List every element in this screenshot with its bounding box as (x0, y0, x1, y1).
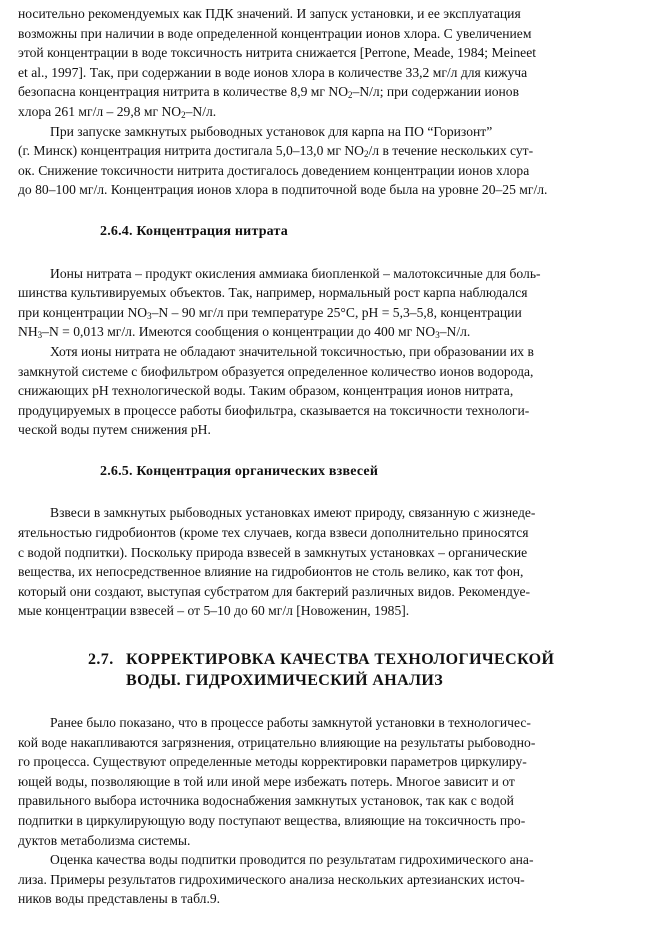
text-line: ятельностью гидробионтов (кроме тех случаев, когда взвеси дополнительно приносятся (18, 525, 529, 541)
chapter-number: 2.7. (88, 651, 114, 669)
text-span: при концентрации NO (18, 304, 148, 320)
subscript: 3 (435, 330, 440, 341)
paragraph-nitrate-ions (18, 264, 643, 342)
text-line: Оценка качества воды подпитки проводится по результатам гидрохимического ана- (50, 852, 534, 868)
text-span: NH (18, 324, 38, 340)
text-line: При запуске замкнутых рыбоводных установок для карпа на ПО “Горизонт” (50, 123, 493, 139)
text-line: лиза. Примеры результатов гидрохимического анализа нескольких артезианских источ- (18, 871, 525, 887)
section-heading-2-6-5: 2.6.5. Концентрация органических взвесей (100, 463, 379, 479)
text-line: ок. Снижение токсичности нитрита достигалось доведением концентрации ионов хлора (18, 162, 530, 178)
text-line: продуцируемых в процессе работы биофильтра, сказывается на токсичности технологи- (18, 402, 530, 418)
text-line: et al., 1997]. Так, при содержании в воде ионов хлора в количестве 33,2 мг/л для кижуча (18, 64, 528, 80)
text-line: до 80–100 мг/л. Концентрация ионов хлора в подпиточной воде была на уровне 20–25 мг/л. (18, 182, 548, 198)
text-span: –N = 0,013 мг/л. Имеются сообщения о концентрации до 400 мг NO (42, 324, 436, 340)
text-span: хлора 261 мг/л – 29,8 мг NO (18, 103, 182, 119)
text-span: (г. Минск) концентрация нитрита достигала 5,0–13,0 мг NO (18, 143, 364, 159)
text-line: с водой подпитки). Поскольку природа взвесей в замкнутых установках – органические (18, 544, 528, 560)
paragraph-suspended-solids (18, 503, 643, 621)
section-heading-2-6-4: 2.6.4. Концентрация нитрата (100, 223, 288, 239)
subscript: 3 (147, 310, 152, 321)
text-line: ческой воды путем снижения pH. (18, 422, 211, 438)
text-line: Ионы нитрата – продукт окисления аммиака биопленкой – малотоксичные для боль- (50, 265, 541, 281)
paragraph-water-analysis (18, 850, 643, 909)
paragraph-water-correction (18, 713, 643, 850)
text-span: –N/л; при содержании ионов (352, 84, 520, 100)
text-line (18, 322, 643, 342)
paragraph-nitrate-ph (18, 342, 643, 440)
text-line: ющей воды, позволяющие в той или иной мере избежать потерь. Многое зависит и от (18, 773, 515, 789)
subscript: 2 (363, 149, 369, 160)
text-line: подпитки в циркулирующую воду поступают вещества, влияющие на токсичность про- (18, 813, 526, 828)
text-line (18, 303, 643, 323)
text-line: шинства культивируемых объектов. Так, например, нормальный рост карпа наблюдался (18, 285, 528, 301)
text-line: правильного выбора источника водоснабжения замкнутых установок, так как с водой (18, 793, 514, 809)
text-line: Взвеси в замкнутых рыбоводных установках имеют природу, связанную с жизнеде- (50, 505, 536, 521)
chapter-title-line-2: ВОДЫ. ГИДРОХИМИЧЕСКИЙ АНАЛИЗ (126, 672, 444, 690)
text-span: безопасна концентрация нитрита в количестве 8,9 мг NO (18, 84, 349, 100)
text-line: го процесса. Существуют определенные методы корректировки параметров циркулиру- (18, 754, 527, 770)
text-line: замкнутой системе с биофильтром образуется определенное количество ионов водорода, (18, 363, 534, 379)
chapter-heading-line (18, 649, 643, 670)
text-line: мые концентрации взвесей – от 5–10 до 60 мг/л [Новоженин, 1985]. (18, 603, 410, 619)
text-line: носительно рекомендуемых как ПДК значений. И запуск установки, и ее эксплуатация (18, 6, 521, 21)
text-span: –N/л. (185, 103, 217, 119)
text-line: снижающих pH технологической воды. Таким образом, концентрация ионов нитрата, (18, 383, 514, 399)
text-line: Ранее было показано, что в процессе работы замкнутой установки в технологичес- (50, 715, 531, 731)
text-span: –N/л. (439, 324, 471, 340)
text-line: дуктов метаболизма системы. (18, 832, 191, 848)
text-line: Хотя ионы нитрата не обладают значительной токсичностью, при образовании их в (50, 343, 534, 359)
text-line (18, 141, 643, 161)
chapter-heading-2-7 (18, 649, 643, 691)
subscript: 3 (37, 330, 43, 341)
text-line (18, 82, 643, 102)
text-line: вещества, их непосредственное влияние на гидробионтов не столь велико, как тот фон, (18, 564, 524, 580)
chapter-heading-line (18, 670, 643, 691)
text-span: –N – 90 мг/л при температуре 25°С, pH = 5,3–5,8, концентрации (151, 304, 522, 320)
text-line: этой концентрации в воде токсичность нитрита снижается [Perrone, Meade, 1984; Meineet (18, 45, 537, 61)
text-line: который они создают, выступая субстратом для бактерий различных видов. Рекомендуе- (18, 583, 531, 599)
subscript: 2 (181, 109, 186, 120)
chapter-title-line-1: КОРРЕКТИРОВКА КАЧЕСТВА ТЕХНОЛОГИЧЕСКОЙ (126, 651, 555, 669)
text-line (18, 102, 643, 122)
paragraph-carp-startup (18, 122, 643, 200)
text-line: ников воды представлены в табл.9. (18, 891, 221, 907)
subscript: 2 (348, 90, 353, 101)
paragraph-nitrite-chloride (18, 4, 643, 122)
text-span: /л в течение нескольких сут- (368, 143, 534, 159)
text-line: кой воде накапливаются загрязнения, отрицательно влияющие на результаты рыбоводно- (18, 734, 536, 750)
text-line: возможны при наличии в воде определенной концентрации ионов хлора. С увеличением (18, 25, 532, 41)
